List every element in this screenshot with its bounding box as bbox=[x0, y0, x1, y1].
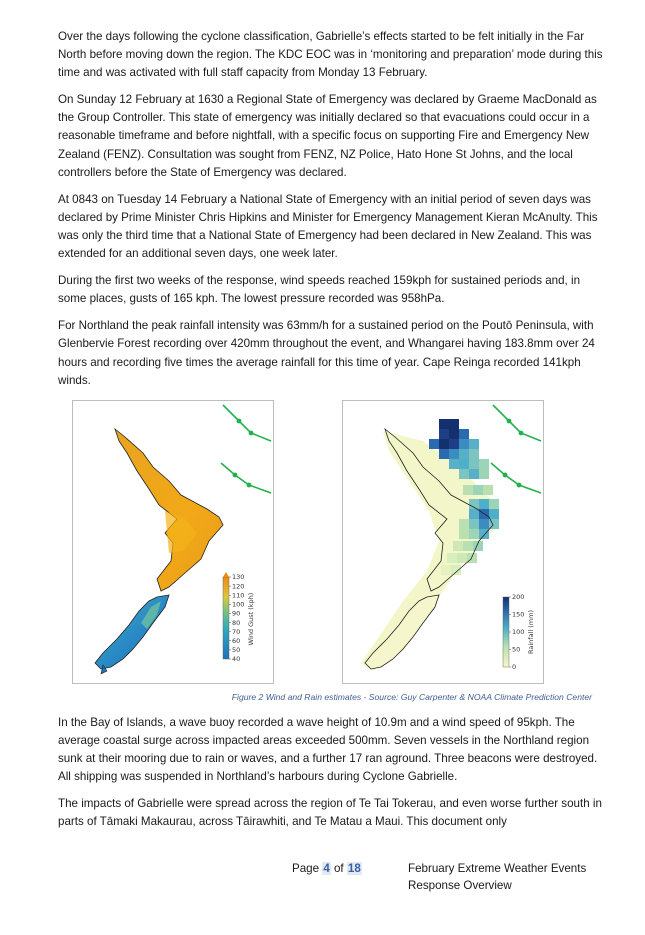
rainfall-cell bbox=[451, 565, 461, 575]
wind-gust-map bbox=[72, 400, 274, 684]
figure-caption: Figure 2 Wind and Rain estimates - Source: Guy Carpenter & NOAA Climate Prediction Center bbox=[231, 691, 592, 702]
rainfall-cell bbox=[439, 419, 449, 429]
rain-legend-tick-label: 200 bbox=[512, 592, 525, 601]
wind-legend-tick-label: 70 bbox=[232, 627, 241, 636]
rainfall-cell bbox=[479, 459, 489, 469]
paragraph-impacts: The impacts of Gabrielle were spread across the region of Te Tai Tokerau, and even worse further south in parts of Tāmaki Makaurau, across Tāirawhiti, and Te Matau a Maui. This document only bbox=[58, 797, 602, 829]
paragraph-regional-emergency: On Sunday 12 February at 1630 a Regional State of Emergency was declared by Graeme MacDonald as the Group Controller. This state of emergency was initially declared so that evacuations could occur in a reasonable timeframe and before nightfall, with a specific focus on supporting Fire and Emergency New Zealand (FENZ). Consultation was sought from FENZ, NZ Police, Hato Hone St Johns, and the local controllers before the State of Emergency was declared. bbox=[58, 93, 597, 179]
paragraph-rainfall: For Northland the peak rainfall intensity was 63mm/h for a sustained period on the Poutō Peninsula, with Glenbervie Forest recording over 420mm throughout the event, and Whangarei having 183.8mm over 24 hours and recording five times the average rainfall for this time of year. Cape Reinga recorded 141kph winds. bbox=[58, 319, 595, 387]
rainfall-cell bbox=[483, 485, 493, 495]
figure-wind-rain-maps bbox=[58, 400, 606, 688]
rainfall-cell bbox=[479, 499, 489, 509]
rainfall-cell bbox=[479, 519, 489, 529]
rainfall-cell bbox=[463, 485, 473, 495]
rainfall-cell bbox=[473, 485, 483, 495]
document-title-line2: Response Overview bbox=[408, 879, 512, 892]
rainfall-cell bbox=[463, 541, 473, 551]
rainfall-cell bbox=[439, 449, 449, 459]
rainfall-cell bbox=[469, 519, 479, 529]
wind-legend-tick-label: 80 bbox=[232, 618, 241, 627]
rainfall-cell bbox=[459, 469, 469, 479]
wind-legend-label: Wind Gust (kph) bbox=[247, 592, 255, 646]
rainfall-cell bbox=[441, 565, 451, 575]
wind-legend-tick-label: 50 bbox=[232, 645, 241, 654]
paragraph-followup: Over the days following the cyclone classification, Gabrielle’s effects started to be felt initially in the Far North before moving down the region. The KDC EOC was in ‘monitoring and preparation’ mode during this time and was activated with full staff capacity from Monday 13 February. bbox=[58, 30, 603, 80]
rainfall-cell bbox=[469, 449, 479, 459]
page-number bbox=[292, 860, 362, 877]
wind-legend-tick-label: 100 bbox=[232, 600, 245, 609]
rainfall-cell bbox=[459, 459, 469, 469]
rainfall-cell bbox=[449, 419, 459, 429]
rainfall-cell bbox=[479, 529, 489, 539]
page-prefix: Page bbox=[292, 862, 323, 875]
wind-legend-tick-label: 120 bbox=[232, 581, 245, 590]
rainfall-cell bbox=[459, 449, 469, 459]
wind-legend-tick-label: 60 bbox=[232, 636, 241, 645]
rainfall-cell bbox=[447, 553, 457, 563]
document-title-line1: February Extreme Weather Events bbox=[408, 862, 587, 875]
north-island-shape bbox=[115, 429, 223, 591]
cyclone-track-rain bbox=[493, 405, 541, 441]
wind-legend-tick-label: 130 bbox=[232, 572, 245, 581]
rainfall-cell bbox=[489, 499, 499, 509]
rainfall-cell bbox=[469, 439, 479, 449]
rainfall-map bbox=[342, 400, 544, 684]
rainfall-cell bbox=[449, 429, 459, 439]
page-current: 4 bbox=[323, 862, 330, 875]
wind-legend bbox=[223, 572, 255, 663]
rainfall-cell bbox=[459, 529, 469, 539]
rain-legend-tick-label: 150 bbox=[512, 610, 525, 619]
rainfall-cell bbox=[489, 509, 499, 519]
page-of: of bbox=[330, 862, 347, 875]
rainfall-cell bbox=[459, 519, 469, 529]
rainfall-cell bbox=[439, 439, 449, 449]
document-title bbox=[408, 860, 608, 894]
rainfall-cell bbox=[449, 439, 459, 449]
paragraph-wind-speeds: During the first two weeks of the response, wind speeds reached 159kph for sustained periods and, in some places, gusts of 165 kph. The lowest pressure recorded was 958hPa. bbox=[58, 274, 581, 306]
rain-legend-tick-label: 50 bbox=[512, 645, 521, 654]
wind-legend-tick-label: 110 bbox=[232, 591, 245, 600]
rainfall-cell bbox=[453, 541, 463, 551]
rainfall-cell bbox=[429, 439, 439, 449]
rain-legend-label: Rainfall (mm) bbox=[527, 609, 535, 654]
rain-legend-tick-label: 100 bbox=[512, 627, 525, 636]
wind-legend-tick-label: 40 bbox=[232, 654, 241, 663]
paragraph-bay-of-islands: In the Bay of Islands, a wave buoy recorded a wave height of 10.9m and a wind speed of 95kph. The average coastal surge across impacted areas exceeded 500mm. Seven vessels in the Northland region sunk at their mooring due to rain or waves, and a further 17 ran aground. Three beacons were destroyed. All shipping was suspended in Northland’s harbours during Cyclone Gabrielle. bbox=[58, 715, 598, 783]
rainfall-cell bbox=[449, 449, 459, 459]
rainfall-cell bbox=[479, 469, 489, 479]
rainfall-cell bbox=[449, 459, 459, 469]
page-total: 18 bbox=[347, 862, 361, 875]
rainfall-cell bbox=[457, 553, 467, 563]
document-page bbox=[58, 28, 606, 840]
rainfall-cell bbox=[459, 439, 469, 449]
rainfall-cell bbox=[469, 529, 479, 539]
wind-legend-tick-label: 90 bbox=[232, 609, 241, 618]
paragraph-national-emergency: At 0843 on Tuesday 14 February a National State of Emergency with an initial period of seven days was declared by Prime Minister Chris Hipkins and Minister for Emergency Management Kieran McAnulty. This was only the third time that a National State of Emergency had been declared in New Zealand. This was extended for an additional seven days, one week later. bbox=[58, 192, 598, 261]
rainfall-cell bbox=[469, 469, 479, 479]
rainfall-cell bbox=[439, 429, 449, 439]
cyclone-track bbox=[223, 405, 271, 441]
rain-legend bbox=[503, 593, 535, 671]
rainfall-cell bbox=[459, 429, 469, 439]
rain-legend-tick-label: 0 bbox=[512, 662, 517, 671]
rainfall-cell bbox=[469, 509, 479, 519]
rainfall-cell bbox=[469, 459, 479, 469]
